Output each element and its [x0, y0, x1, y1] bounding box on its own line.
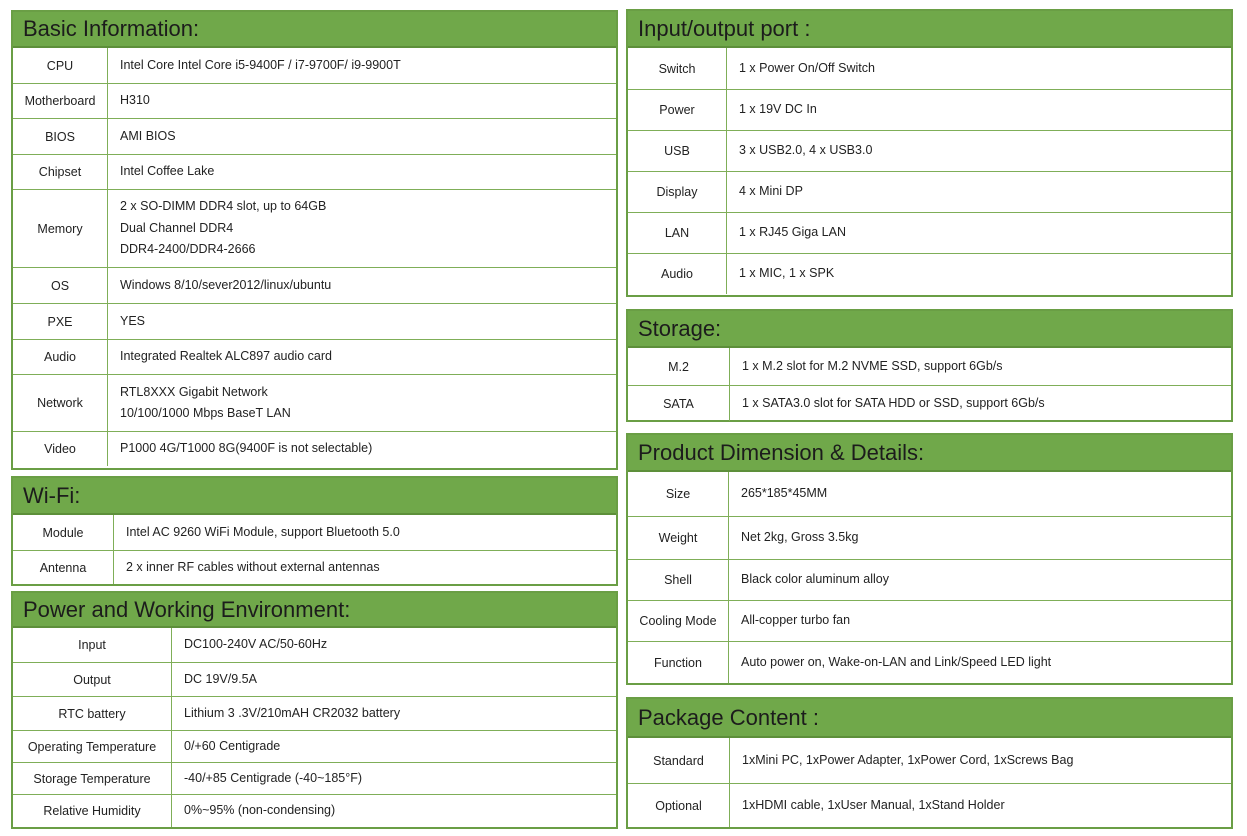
spec-row [13, 431, 616, 466]
spec-value-line: Windows 8/10/sever2012/linux/ubuntu [120, 277, 332, 292]
section-title-text: Basic Information: [23, 16, 200, 41]
spec-label: M.2 [628, 348, 730, 385]
spec-value-line: Black color aluminum alloy [741, 572, 889, 587]
spec-row [13, 267, 616, 303]
spec-value [172, 628, 616, 662]
spec-value [727, 48, 1231, 89]
spec-row [628, 559, 1231, 600]
spec-value-line: Intel AC 9260 WiFi Module, support Bluetooth 5.0 [126, 524, 400, 539]
basic-information-table [13, 48, 616, 466]
spec-row [628, 253, 1231, 294]
spec-row [628, 212, 1231, 253]
storage-title [628, 311, 1231, 348]
spec-label: RTC battery [13, 697, 172, 730]
spec-row [13, 154, 616, 189]
spec-value-line: 2 x SO-DIMM DDR4 slot, up to 64GB [120, 199, 327, 214]
wifi-title [13, 478, 616, 515]
spec-label: Relative Humidity [13, 795, 172, 827]
spec-value-line: 1xHDMI cable, 1xUser Manual, 1xStand Holder [742, 797, 1005, 812]
spec-row [13, 118, 616, 154]
package-content-section [626, 697, 1233, 829]
spec-value [108, 340, 616, 374]
spec-row [628, 48, 1231, 89]
spec-value-line: DDR4-2400/DDR4-2666 [120, 242, 256, 257]
spec-row [13, 48, 616, 83]
spec-value-line: DC100-240V AC/50-60Hz [184, 637, 328, 652]
spec-value-line: AMI BIOS [120, 128, 176, 143]
spec-value [729, 517, 1231, 559]
spec-row [628, 738, 1231, 783]
spec-row [628, 783, 1231, 827]
spec-label: Display [628, 172, 727, 212]
basic-information-section [11, 10, 618, 470]
spec-label: Shell [628, 560, 729, 600]
spec-value [729, 642, 1231, 683]
spec-value [114, 515, 616, 550]
section-title-text: Wi-Fi: [23, 482, 81, 508]
spec-label: Motherboard [13, 84, 108, 118]
spec-value-line: Auto power on, Wake-on-LAN and Link/Speed LED light [741, 654, 1052, 669]
section-title-text: Power and Working Environment: [23, 596, 351, 622]
product-dimension-title [628, 435, 1231, 472]
product-dimension-table [628, 472, 1231, 683]
spec-value-line: Net 2kg, Gross 3.5kg [741, 530, 859, 545]
spec-value [729, 472, 1231, 516]
spec-row [13, 374, 616, 431]
spec-value-line: P1000 4G/T1000 8G(9400F is not selectable) [120, 441, 373, 456]
spec-row [13, 339, 616, 374]
spec-value [727, 90, 1231, 130]
section-title-text: Storage: [638, 315, 722, 341]
spec-value-line: 10/100/1000 Mbps BaseT LAN [120, 406, 291, 420]
spec-label: Size [628, 472, 729, 516]
spec-row [13, 303, 616, 339]
spec-row [628, 385, 1231, 421]
spec-value [108, 119, 616, 154]
spec-value-line: Intel Coffee Lake [120, 164, 215, 179]
spec-label: SATA [628, 386, 730, 421]
spec-value-line: Lithium 3 .3V/210mAH CR2032 battery [184, 705, 401, 720]
spec-label: Module [13, 515, 114, 550]
spec-value [108, 48, 616, 83]
spec-label: Power [628, 90, 727, 130]
spec-row [13, 189, 616, 267]
spec-row [13, 696, 616, 730]
spec-value-line: -40/+85 Centigrade (-40~185°F) [184, 770, 363, 785]
spec-label: Operating Temperature [13, 731, 172, 762]
spec-row [13, 515, 616, 550]
spec-value-line: Dual Channel DDR4 [120, 220, 234, 235]
product-dimension-section [626, 433, 1233, 685]
basic-information-title [13, 12, 616, 48]
spec-value-line: 265*185*45MM [741, 486, 828, 501]
section-title-text: Package Content : [638, 704, 820, 730]
storage-table [628, 348, 1231, 421]
spec-label: Chipset [13, 155, 108, 189]
spec-value-line: YES [120, 313, 146, 328]
spec-row [628, 472, 1231, 516]
package-content-table [628, 738, 1231, 827]
spec-value [729, 560, 1231, 600]
spec-row [628, 516, 1231, 559]
spec-value-line: 2 x inner RF cables without external antennas [126, 559, 380, 574]
spec-label: Antenna [13, 551, 114, 584]
spec-value [108, 268, 616, 303]
spec-row [13, 730, 616, 762]
spec-value [730, 784, 1231, 827]
spec-label: Input [13, 628, 172, 662]
power-environment-title [13, 593, 616, 628]
spec-value [730, 348, 1231, 385]
spec-value [172, 697, 616, 730]
spec-value-line: Intel Core Intel Core i5-9400F / i7-9700F/ i9-9900T [120, 57, 401, 72]
spec-value [172, 763, 616, 794]
spec-value [108, 190, 616, 267]
spec-value-line: 1 x Power On/Off Switch [739, 60, 875, 75]
io-port-title [628, 11, 1231, 48]
spec-row [628, 600, 1231, 641]
spec-label: Function [628, 642, 729, 683]
spec-value-line: 1 x RJ45 Giga LAN [739, 225, 846, 240]
spec-value-line: Integrated Realtek ALC897 audio card [120, 349, 332, 364]
spec-label: OS [13, 268, 108, 303]
wifi-section [11, 476, 618, 586]
spec-value-line: All-copper turbo fan [741, 613, 851, 628]
spec-row [628, 89, 1231, 130]
spec-value [108, 375, 616, 431]
spec-value [172, 663, 616, 696]
power-environment-table [13, 628, 616, 827]
spec-label: Weight [628, 517, 729, 559]
spec-value [727, 213, 1231, 253]
spec-value [172, 731, 616, 762]
spec-label: Memory [13, 190, 108, 267]
io-port-table [628, 48, 1231, 294]
power-environment-section [11, 591, 618, 829]
spec-value-line: H310 [120, 93, 150, 108]
spec-value [108, 155, 616, 189]
spec-label: LAN [628, 213, 727, 253]
spec-label: PXE [13, 304, 108, 339]
spec-row [13, 762, 616, 794]
spec-label: Switch [628, 48, 727, 89]
spec-row [13, 794, 616, 827]
spec-value-line: 0/+60 Centigrade [184, 738, 281, 753]
io-port-section [626, 9, 1233, 297]
spec-label: USB [628, 131, 727, 171]
spec-value [729, 601, 1231, 641]
spec-label: BIOS [13, 119, 108, 154]
spec-value-line: 0%~95% (non-condensing) [184, 803, 336, 818]
spec-label: Storage Temperature [13, 763, 172, 794]
spec-value [172, 795, 616, 827]
spec-value [108, 432, 616, 466]
spec-value [727, 254, 1231, 294]
spec-row [13, 628, 616, 662]
spec-label: Video [13, 432, 108, 466]
storage-section [626, 309, 1233, 422]
spec-value [730, 738, 1231, 783]
spec-label: Output [13, 663, 172, 696]
spec-value-line: DC 19V/9.5A [184, 671, 257, 686]
spec-row [628, 130, 1231, 171]
spec-row [13, 83, 616, 118]
spec-value-line: 1 x MIC, 1 x SPK [739, 266, 835, 281]
spec-value-line: 4 x Mini DP [739, 184, 803, 199]
spec-row [628, 171, 1231, 212]
spec-row [13, 550, 616, 584]
section-title-text: Input/output port : [638, 15, 811, 41]
spec-label: Standard [628, 738, 730, 783]
wifi-table [13, 515, 616, 584]
spec-value [114, 551, 616, 584]
spec-value-line: 1xMini PC, 1xPower Adapter, 1xPower Cord, 1xScrews Bag [742, 752, 1074, 767]
spec-label: Audio [628, 254, 727, 294]
spec-value [108, 304, 616, 339]
spec-value-line: RTL8XXX Gigabit Network [120, 384, 268, 399]
spec-value-line: 3 x USB2.0, 4 x USB3.0 [739, 143, 873, 158]
spec-value [727, 131, 1231, 171]
spec-label: Optional [628, 784, 730, 827]
spec-value [108, 84, 616, 118]
spec-label: CPU [13, 48, 108, 83]
package-content-title [628, 699, 1231, 738]
spec-value [730, 386, 1231, 421]
spec-row [628, 641, 1231, 683]
spec-value-line: 1 x 19V DC In [739, 102, 817, 117]
spec-label: Network [13, 375, 108, 431]
spec-label: Audio [13, 340, 108, 374]
section-title-text: Product Dimension & Details: [638, 439, 925, 465]
spec-value-line: 1 x SATA3.0 slot for SATA HDD or SSD, support 6Gb/s [742, 395, 1045, 410]
spec-label: Cooling Mode [628, 601, 729, 641]
spec-row [13, 662, 616, 696]
spec-value-line: 1 x M.2 slot for M.2 NVME SSD, support 6Gb/s [742, 358, 1003, 373]
spec-value [727, 172, 1231, 212]
spec-row [628, 348, 1231, 385]
